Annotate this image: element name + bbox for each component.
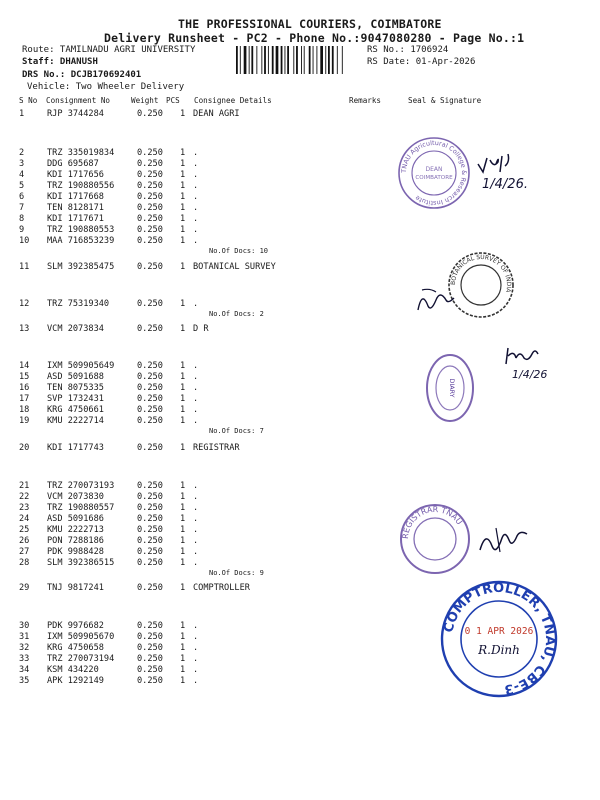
consignment-cell: KDI 1717671 xyxy=(47,214,104,224)
stamp5-sign: R.Dinh xyxy=(478,643,520,657)
weight-cell: 0.250 xyxy=(137,643,163,653)
details-cell: . xyxy=(193,192,199,202)
table-row-group-head xyxy=(0,443,600,454)
consignment-cell: KDI 1717668 xyxy=(47,192,104,202)
sno-cell: 17 xyxy=(19,394,30,404)
consignment-cell: VCM 2073830 xyxy=(47,492,104,502)
signature-registrar xyxy=(476,522,532,560)
svg-text:DEAN: DEAN xyxy=(425,166,443,173)
rs-date: RS Date: 01-Apr-2026 xyxy=(367,57,476,67)
sno-cell: 2 xyxy=(19,148,25,158)
consignment-cell: TRZ 190880553 xyxy=(47,225,115,235)
details-cell: . xyxy=(193,372,199,382)
details-cell: . xyxy=(193,394,199,404)
sno-cell: 35 xyxy=(19,676,30,686)
signature-botanical xyxy=(412,282,462,316)
consignment-cell: ASD 5091686 xyxy=(47,514,104,524)
sno-cell: 14 xyxy=(19,361,30,371)
pcs-cell: 1 xyxy=(180,181,186,191)
details-cell: . xyxy=(193,643,199,653)
pcs-cell: 1 xyxy=(180,170,186,180)
pcs-cell: 1 xyxy=(180,514,186,524)
details-cell: D R xyxy=(193,324,209,334)
sno-cell: 10 xyxy=(19,236,30,246)
details-cell: . xyxy=(193,170,199,180)
stamp1-ring-text: TNAU Agricultural College & Research Institute xyxy=(399,138,469,208)
col-remarks: Remarks xyxy=(349,96,382,105)
table-row-group-head xyxy=(0,109,600,120)
table-row xyxy=(0,203,600,214)
details-cell: . xyxy=(193,405,199,415)
weight-cell: 0.250 xyxy=(137,159,163,169)
page-subtitle: Delivery Runsheet - PC2 - Phone No.:9047080280 - Page No.:1 xyxy=(104,31,525,45)
details-cell: . xyxy=(193,503,199,513)
sno-cell: 12 xyxy=(19,299,30,309)
details-cell: . xyxy=(193,148,199,158)
stamp3-center-text: DIARY xyxy=(448,378,456,398)
pcs-cell: 1 xyxy=(180,262,186,272)
sno-cell: 4 xyxy=(19,170,25,180)
stamp-comptroller xyxy=(438,578,560,700)
sno-cell: 8 xyxy=(19,214,25,224)
details-cell: . xyxy=(193,203,199,213)
consignment-cell: RJP 3744284 xyxy=(47,109,104,119)
stamp5-date: 0 1 APR 2026 xyxy=(464,626,534,637)
consignment-cell: SLM 392386515 xyxy=(47,558,115,568)
weight-cell: 0.250 xyxy=(137,109,163,119)
table-row-group-head xyxy=(0,324,600,335)
table-row xyxy=(0,492,600,503)
weight-cell: 0.250 xyxy=(137,525,163,535)
svg-text:TNAU Agricultural College & Re xyxy=(400,139,468,207)
weight-cell: 0.250 xyxy=(137,236,163,246)
stamp-tnau-college xyxy=(396,135,472,211)
sno-cell: 32 xyxy=(19,643,30,653)
svg-text:1/4/26.: 1/4/26. xyxy=(482,177,528,192)
vehicle-label: Vehicle: Two Wheeler Delivery xyxy=(27,82,185,92)
pcs-cell: 1 xyxy=(180,416,186,426)
pcs-cell: 1 xyxy=(180,547,186,557)
pcs-cell: 1 xyxy=(180,654,186,664)
consignment-cell: KRG 4750658 xyxy=(47,643,104,653)
staff-label: Staff: DHANUSH xyxy=(22,57,98,67)
sno-cell: 30 xyxy=(19,621,30,631)
sno-cell: 27 xyxy=(19,547,30,557)
consignment-cell: ASD 5091688 xyxy=(47,372,104,382)
weight-cell: 0.250 xyxy=(137,372,163,382)
stamp5-ring-text: COMPTROLLER, TNAU, CBE-3 xyxy=(441,580,558,697)
weight-cell: 0.250 xyxy=(137,503,163,513)
table-row xyxy=(0,394,600,405)
docs-count: No.Of Docs: 10 xyxy=(209,247,269,255)
page-title: THE PROFESSIONAL COURIERS, COIMBATORE xyxy=(178,17,442,31)
details-cell: . xyxy=(193,416,199,426)
sno-cell: 20 xyxy=(19,443,30,453)
details-cell: . xyxy=(193,214,199,224)
details-cell: . xyxy=(193,676,199,686)
weight-cell: 0.250 xyxy=(137,361,163,371)
weight-cell: 0.250 xyxy=(137,192,163,202)
sno-cell: 15 xyxy=(19,372,30,382)
weight-cell: 0.250 xyxy=(137,181,163,191)
pcs-cell: 1 xyxy=(180,159,186,169)
sno-cell: 6 xyxy=(19,192,25,202)
pcs-cell: 1 xyxy=(180,324,186,334)
docs-count: No.Of Docs: 7 xyxy=(209,427,264,435)
rs-number: RS No.: 1706924 xyxy=(367,45,449,55)
pcs-cell: 1 xyxy=(180,109,186,119)
details-cell: . xyxy=(193,492,199,502)
weight-cell: 0.250 xyxy=(137,405,163,415)
pcs-cell: 1 xyxy=(180,443,186,453)
pcs-cell: 1 xyxy=(180,383,186,393)
consignment-cell: TRZ 335019834 xyxy=(47,148,115,158)
pcs-cell: 1 xyxy=(180,214,186,224)
pcs-cell: 1 xyxy=(180,203,186,213)
sno-cell: 22 xyxy=(19,492,30,502)
consignment-cell: SLM 392385475 xyxy=(47,262,115,272)
pcs-cell: 1 xyxy=(180,236,186,246)
details-cell: . xyxy=(193,536,199,546)
pcs-cell: 1 xyxy=(180,632,186,642)
consignment-cell: TNJ 9817241 xyxy=(47,583,104,593)
weight-cell: 0.250 xyxy=(137,632,163,642)
details-cell: . xyxy=(193,558,199,568)
sno-cell: 31 xyxy=(19,632,30,642)
pcs-cell: 1 xyxy=(180,394,186,404)
consignment-cell: MAA 716853239 xyxy=(47,236,115,246)
consignment-cell: TEN 8075335 xyxy=(47,383,104,393)
col-consignment: Consignment No xyxy=(46,96,111,105)
consignment-cell: IXM 509905649 xyxy=(47,361,115,371)
weight-cell: 0.250 xyxy=(137,299,163,309)
docs-count: No.Of Docs: 9 xyxy=(209,569,264,577)
consignment-cell: TRZ 190880557 xyxy=(47,503,115,513)
sno-cell: 33 xyxy=(19,654,30,664)
sno-cell: 11 xyxy=(19,262,30,272)
weight-cell: 0.250 xyxy=(137,514,163,524)
consignment-cell: KRG 4750661 xyxy=(47,405,104,415)
sno-cell: 25 xyxy=(19,525,30,535)
weight-cell: 0.250 xyxy=(137,394,163,404)
table-row xyxy=(0,383,600,394)
consignment-cell: DDG 695687 xyxy=(47,159,99,169)
sno-cell: 5 xyxy=(19,181,25,191)
pcs-cell: 1 xyxy=(180,503,186,513)
pcs-cell: 1 xyxy=(180,192,186,202)
sno-cell: 28 xyxy=(19,558,30,568)
table-row xyxy=(0,214,600,225)
stamp2-ring-text: BOTANICAL SURVEY OF INDIA xyxy=(449,253,513,294)
weight-cell: 0.250 xyxy=(137,583,163,593)
consignment-cell: TRZ 270073193 xyxy=(47,481,115,491)
details-cell: . xyxy=(193,525,199,535)
signature-dr xyxy=(500,342,560,382)
weight-cell: 0.250 xyxy=(137,324,163,334)
consignment-cell: KDI 1717743 xyxy=(47,443,104,453)
sno-cell: 26 xyxy=(19,536,30,546)
svg-text:1/4/26: 1/4/26 xyxy=(512,368,548,381)
weight-cell: 0.250 xyxy=(137,676,163,686)
consignment-cell: TRZ 190880556 xyxy=(47,181,115,191)
pcs-cell: 1 xyxy=(180,481,186,491)
details-cell: . xyxy=(193,181,199,191)
pcs-cell: 1 xyxy=(180,621,186,631)
stamp-registrar xyxy=(398,502,472,576)
weight-cell: 0.250 xyxy=(137,214,163,224)
stamp4-ring-text: REGISTRAR TNAU xyxy=(400,504,465,540)
details-cell: . xyxy=(193,299,199,309)
stamp1-center-text xyxy=(408,222,417,223)
col-weight: Weight xyxy=(131,96,159,105)
consignment-cell: APK 1292149 xyxy=(47,676,104,686)
weight-cell: 0.250 xyxy=(137,225,163,235)
weight-cell: 0.250 xyxy=(137,547,163,557)
details-cell: . xyxy=(193,654,199,664)
consignment-cell: TRZ 270073194 xyxy=(47,654,115,664)
weight-cell: 0.250 xyxy=(137,558,163,568)
weight-cell: 0.250 xyxy=(137,148,163,158)
sno-cell: 29 xyxy=(19,583,30,593)
details-cell: . xyxy=(193,481,199,491)
details-cell: . xyxy=(193,225,199,235)
pcs-cell: 1 xyxy=(180,558,186,568)
docs-count: No.Of Docs: 2 xyxy=(209,310,264,318)
details-cell: . xyxy=(193,665,199,675)
sno-cell: 21 xyxy=(19,481,30,491)
table-row xyxy=(0,503,600,514)
sno-cell: 34 xyxy=(19,665,30,675)
pcs-cell: 1 xyxy=(180,643,186,653)
pcs-cell: 1 xyxy=(180,225,186,235)
weight-cell: 0.250 xyxy=(137,443,163,453)
details-cell: . xyxy=(193,547,199,557)
signature1-text xyxy=(480,196,486,197)
details-cell: . xyxy=(193,621,199,631)
pcs-cell: 1 xyxy=(180,665,186,675)
pcs-cell: 1 xyxy=(180,361,186,371)
consignment-cell: TRZ 75319340 xyxy=(47,299,110,309)
pcs-cell: 1 xyxy=(180,583,186,593)
route-label: Route: TAMILNADU AGRI UNIVERSITY xyxy=(22,45,196,55)
table-row xyxy=(0,236,600,247)
details-cell: . xyxy=(193,236,199,246)
pcs-cell: 1 xyxy=(180,536,186,546)
consignment-cell: KMU 2222713 xyxy=(47,525,104,535)
svg-text:COIMBATORE: COIMBATORE xyxy=(415,175,453,181)
sno-cell: 24 xyxy=(19,514,30,524)
weight-cell: 0.250 xyxy=(137,665,163,675)
weight-cell: 0.250 xyxy=(137,481,163,491)
details-cell: REGISTRAR xyxy=(193,443,240,453)
details-cell: COMPTROLLER xyxy=(193,583,250,593)
table-row xyxy=(0,405,600,416)
details-cell: . xyxy=(193,383,199,393)
weight-cell: 0.250 xyxy=(137,383,163,393)
col-details: Consignee Details xyxy=(194,96,272,105)
sno-cell: 1 xyxy=(19,109,25,119)
details-cell: . xyxy=(193,632,199,642)
weight-cell: 0.250 xyxy=(137,492,163,502)
sno-cell: 9 xyxy=(19,225,25,235)
weight-cell: 0.250 xyxy=(137,654,163,664)
pcs-cell: 1 xyxy=(180,372,186,382)
weight-cell: 0.250 xyxy=(137,621,163,631)
consignment-cell: TEN 8128171 xyxy=(47,203,104,213)
consignment-cell: VCM 2073834 xyxy=(47,324,104,334)
pcs-cell: 1 xyxy=(180,525,186,535)
sno-cell: 19 xyxy=(19,416,30,426)
signature-dean xyxy=(474,150,534,195)
table-row xyxy=(0,481,600,492)
consignment-cell: PON 7288186 xyxy=(47,536,104,546)
sno-cell: 18 xyxy=(19,405,30,415)
weight-cell: 0.250 xyxy=(137,170,163,180)
pcs-cell: 1 xyxy=(180,299,186,309)
drs-number: DRS No.: DCJB170692401 xyxy=(22,70,142,80)
weight-cell: 0.250 xyxy=(137,536,163,546)
consignment-cell: PDK 9988428 xyxy=(47,547,104,557)
col-seal: Seal & Signature xyxy=(408,96,482,105)
consignment-cell: KMU 2222714 xyxy=(47,416,104,426)
table-row xyxy=(0,416,600,427)
consignment-cell: KSM 434220 xyxy=(47,665,99,675)
weight-cell: 0.250 xyxy=(137,203,163,213)
sno-cell: 16 xyxy=(19,383,30,393)
barcode-image xyxy=(236,46,364,74)
pcs-cell: 1 xyxy=(180,676,186,686)
weight-cell: 0.250 xyxy=(137,262,163,272)
signature3-text xyxy=(500,384,508,385)
pcs-cell: 1 xyxy=(180,405,186,415)
details-cell: BOTANICAL SURVEY xyxy=(193,262,276,272)
details-cell: . xyxy=(193,159,199,169)
details-cell: . xyxy=(193,361,199,371)
consignment-cell: IXM 509905670 xyxy=(47,632,115,642)
table-row xyxy=(0,225,600,236)
sno-cell: 23 xyxy=(19,503,30,513)
sno-cell: 13 xyxy=(19,324,30,334)
stamp-diary xyxy=(424,352,476,424)
details-cell: DEAN AGRI xyxy=(193,109,240,119)
sno-cell: 3 xyxy=(19,159,25,169)
consignment-cell: PDK 9976682 xyxy=(47,621,104,631)
pcs-cell: 1 xyxy=(180,492,186,502)
sno-cell: 7 xyxy=(19,203,25,213)
consignment-cell: SVP 1732431 xyxy=(47,394,104,404)
col-sno: S No xyxy=(19,96,38,105)
col-pcs: PCS xyxy=(166,96,180,105)
weight-cell: 0.250 xyxy=(137,416,163,426)
details-cell: . xyxy=(193,514,199,524)
consignment-cell: KDI 1717656 xyxy=(47,170,104,180)
pcs-cell: 1 xyxy=(180,148,186,158)
